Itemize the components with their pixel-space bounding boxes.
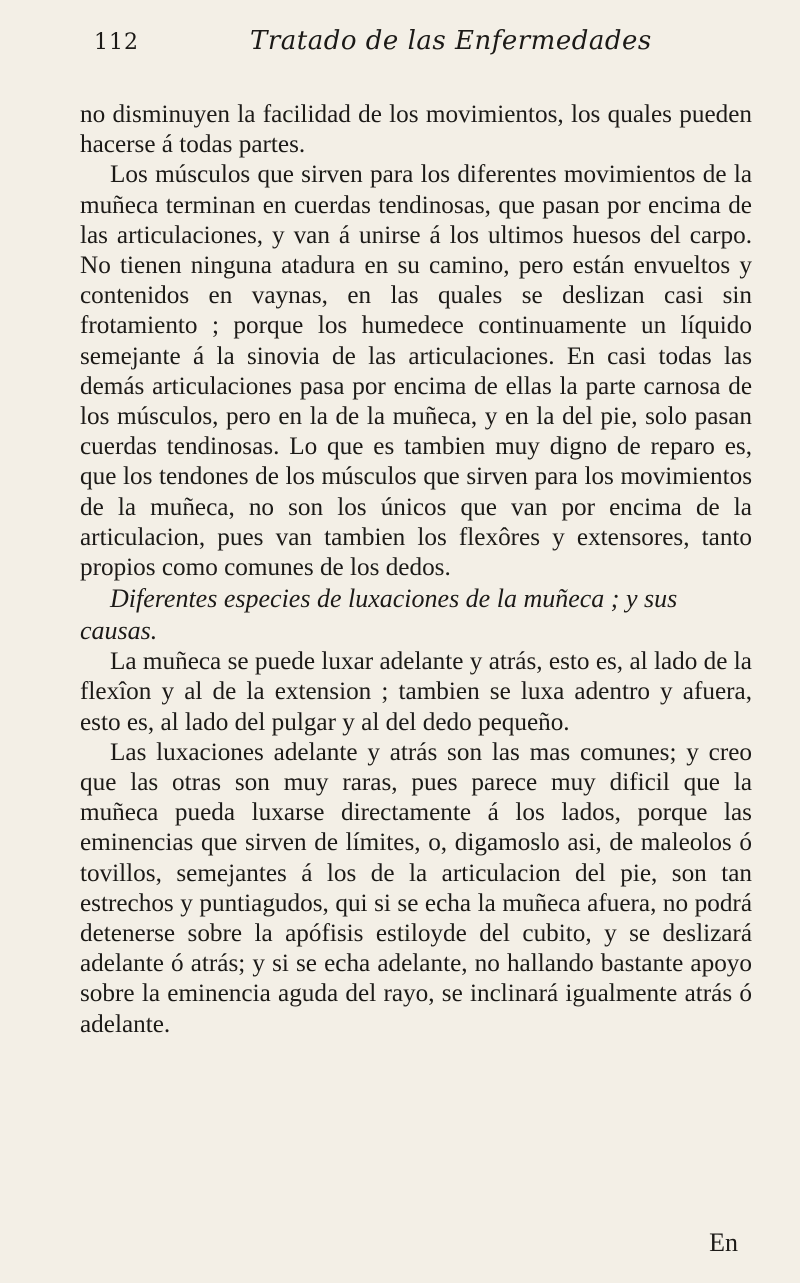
paragraph-continuation: no disminuyen la facilidad de los movimientos, los quales pueden hacerse á todas partes. [80,101,752,159]
paragraph-common-luxations: Las luxaciones adelante y atrás son las mas comunes; y creo que las otras son muy raras, pues parece muy dificil que la muñeca pueda luxarse directamente á los lados, porque las eminencias que sirven de límites, o, digamoslo asi, de maleolos ó tovillos, semejantes á los de la articulacion del pie, son tan estrechos y puntiagudos, qui si se echa la muñeca afuera, no podrá detenerse sobre la apófisis estiloyde del cubito, y se deslizará adelante ó atrás; y si se echa adelante, no hallando bastante apoyo sobre la eminencia aguda del rayo, se inclinará igualmente atrás ó adelante. [80,738,752,1038]
catchword: En [709,1228,738,1257]
body-text [80,100,752,1040]
page-number: 112 [94,30,139,55]
section-heading: Diferentes especies de luxaciones de la muñeca ; y sus causas. [80,584,678,646]
paragraph-muscles: Los músculos que sirven para los diferentes movimientos de la muñeca terminan en cuerdas tendinosas, que pasan por encima de las articulaciones, y van á unirse á los ultimos huesos del carpo. No tienen ninguna atadura en su camino, pero están envueltos y contenidos en vaynas, en las quales se deslizan casi sin frotamiento ; porque los humedece continuamente un líquido semejante á la sinovia de las articulaciones. En casi todas las demás articulaciones pasa por encima de ellas la parte carnosa de los músculos, pero en la de la muñeca, y en la del pie, solo pasan cuerdas tendinosas. Lo que es tambien muy digno de reparo es, que los tendones de los músculos que sirven para los movimientos de la muñeca, no son los únicos que van por encima de la articulacion, pues van tambien los flexôres y extensores, tanto propios como comunes de los dedos. [80,161,752,582]
running-title: Tratado de las Enfermedades [250,26,652,56]
paragraph-luxation-directions: La muñeca se puede luxar adelante y atrás, esto es, al lado de la flexîon y al de la extension ; tambien se luxa adentro y afuera, esto es, al lado del pulgar y al del dedo pequeño. [80,648,752,736]
running-head [80,22,752,62]
